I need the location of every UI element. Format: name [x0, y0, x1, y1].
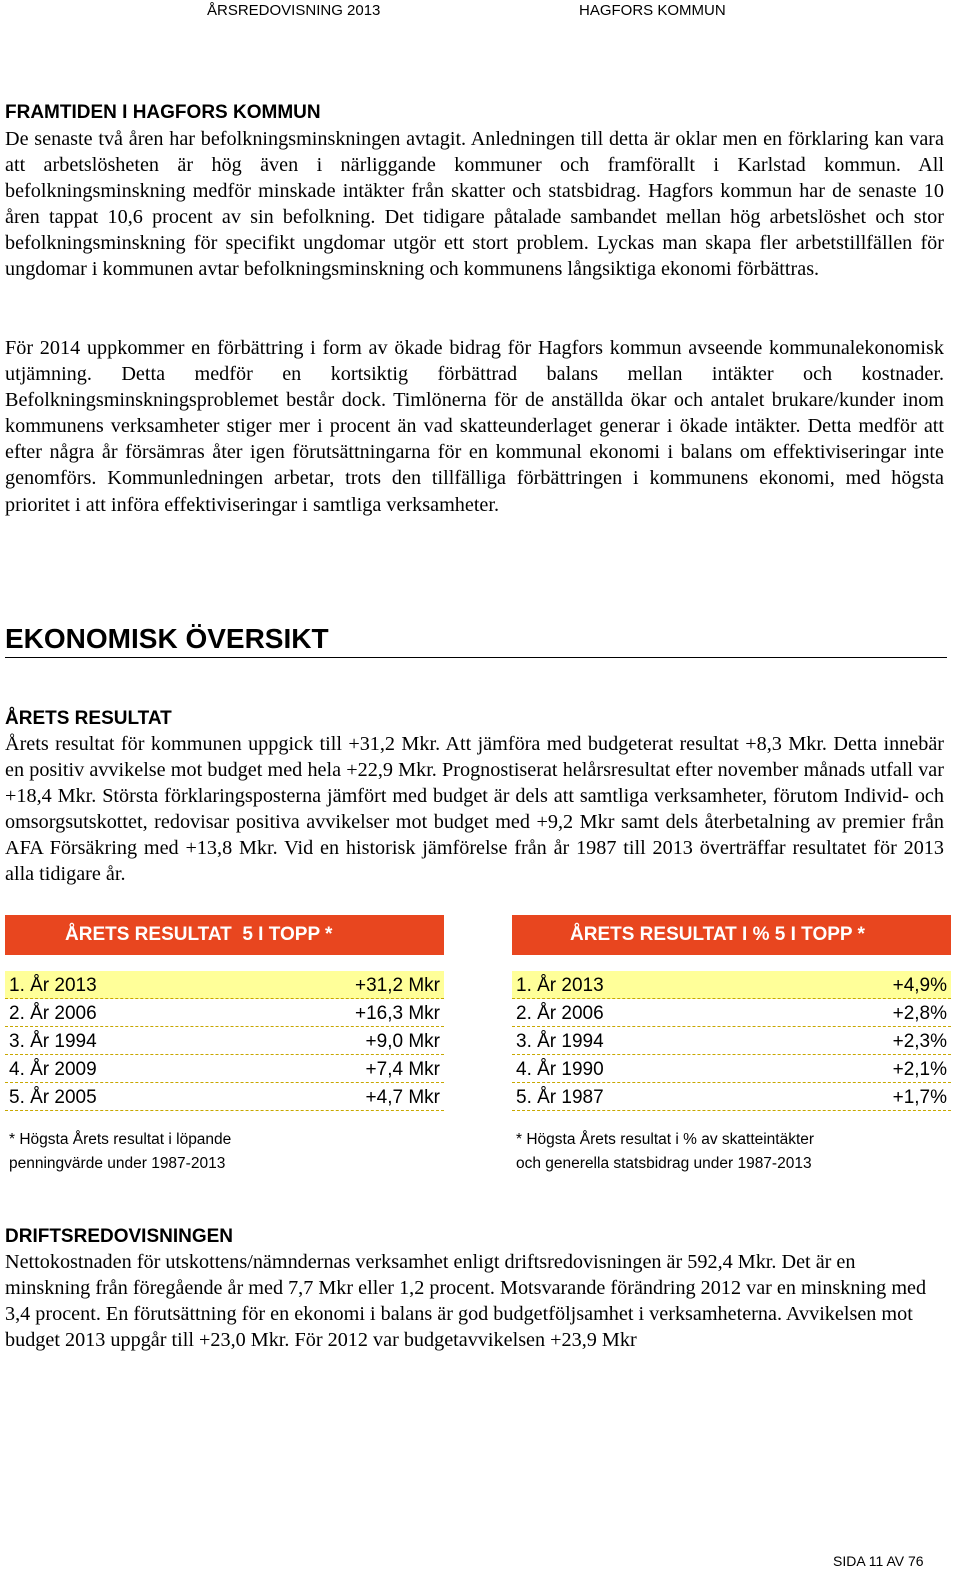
list-item: 4. År 2009 +7,4 Mkr [5, 1055, 444, 1083]
top5-result-banner [5, 915, 444, 955]
list-item: 5. År 1987 +1,7% [512, 1083, 951, 1111]
list-item: 2. År 2006 +2,8% [512, 999, 951, 1027]
list-item: 4. År 1990 +2,1% [512, 1055, 951, 1083]
future-paragraph-2: För 2014 uppkommer en förbättring i form av ökade bidrag för Hagfors kommun avseende kommunalekonomisk utjämning. Detta medför en kortsiktig förbättrad balans mellan intäkter och kostnader. Befolkningsminskningsproblemet består dock. Timlönerna för de anställda ökar och antalet brukare/kunder inom kommunens verksamheter stiger mer i procent än vad skatteunderlaget generar i ökade intäkter. Detta medför att efter några år försämras åter igen förutsättningarna för en kommunal ekonomi i balans om effektiviseringar inte genomförs. Kommunledningen arbetar, trots den tillfälliga förbättringen i kommunens ekonomi, med högsta prioritet i att införa effektiviseringar i samtliga verksamheter. [5, 337, 944, 516]
top5-percent-footnote: * Högsta Årets resultat i % av skatteintäkter och generella statsbidrag under 1987-2013 [516, 1131, 815, 1172]
operations-paragraph: Nettokostnaden för utskottens/nämndernas verksamhet enligt driftsredovisningen är 592,4 Mkr. Det är en minskning från föregående år med 7,7 Mkr eller 1,2 procent. Motsvarande förändring 2012 var en minskning med 3,4 procent. En förutsättning för en ekonomi i balans är god budgetföljsamhet i verksamheterna. Avvikelsen mot budget 2013 uppgår till +23,0 Mkr. För 2012 var budgetavvikelsen +23,9 Mkr [5, 1251, 927, 1352]
top5-result-footnote: * Högsta Årets resultat i löpande penningvärde under 1987-2013 [9, 1131, 232, 1172]
result-paragraph: Årets resultat för kommunen uppgick till +31,2 Mkr. Att jämföra med budgeterat resultat +8,3 Mkr. Detta innebär en positiv avvikelse mot budget med hela +22,9 Mkr. Prognostiserat helårsresultat efter november månads utfall var +18,4 Mkr. Största förklaringsposterna jämfört med budget är dels att samtliga verksamheter, förutom Individ- och omsorgsutskottet, redovisar positiva avvikelser mot budget med +9,2 Mkr samt dels återbetalning av premier från AFA Försäkring med +13,8 Mkr. Vid en historisk jämförelse från år 1987 till 2013 överträffar resultatet för 2013 alla tidigare år. [5, 733, 944, 886]
top5-result-list [5, 971, 444, 1111]
overview-title: EKONOMISK ÖVERSIKT [5, 623, 329, 654]
top5-percent-banner [512, 915, 951, 955]
header-municipality: HAGFORS KOMMUN [579, 2, 726, 19]
list-item: 5. År 2005 +4,7 Mkr [5, 1083, 444, 1111]
future-paragraph-1: De senaste två åren har befolkningsminskningen avtagit. Anledningen till detta är oklar men en förklaring kan vara att arbetslösheten är hög även i närliggande kommuner och framförallt i Karlstad kommun. All befolkningsminskning medför minskade intäkter från skatter och statsbidrag. Hagfors kommun har de senaste 10 åren tappat 10,6 procent av sin befolkning. Det tidigare påtalade sambandet mellan hög arbetslöshet och stor befolkningsminskning för specifikt ungdomar utgör ett stort problem. Lyckas man skapa fler arbetstillfällen för ungdomar i kommunen avtar befolkningsminskning och kommunens långsiktiga ekonomi förbättras. [5, 128, 944, 281]
list-item: 1. År 2013 +4,9% [512, 971, 951, 999]
future-heading: FRAMTIDEN I HAGFORS KOMMUN [5, 102, 321, 123]
header-document-title: ÅRSREDOVISNING 2013 [207, 2, 381, 19]
top5-percent-list [512, 971, 951, 1111]
top5-percent-title: ÅRETS RESULTAT I % 5 I TOPP * [570, 924, 865, 945]
operations-heading: DRIFTSREDOVISNINGEN [5, 1226, 234, 1247]
overview-divider [5, 657, 947, 658]
page-number: SIDA 11 AV 76 [833, 1553, 924, 1569]
list-item: 1. År 2013 +31,2 Mkr [5, 971, 444, 999]
list-item: 2. År 2006 +16,3 Mkr [5, 999, 444, 1027]
result-heading: ÅRETS RESULTAT [5, 708, 172, 729]
list-item: 3. År 1994 +2,3% [512, 1027, 951, 1055]
list-item: 3. År 1994 +9,0 Mkr [5, 1027, 444, 1055]
top5-result-title: ÅRETS RESULTAT 5 I TOPP * [65, 924, 333, 945]
